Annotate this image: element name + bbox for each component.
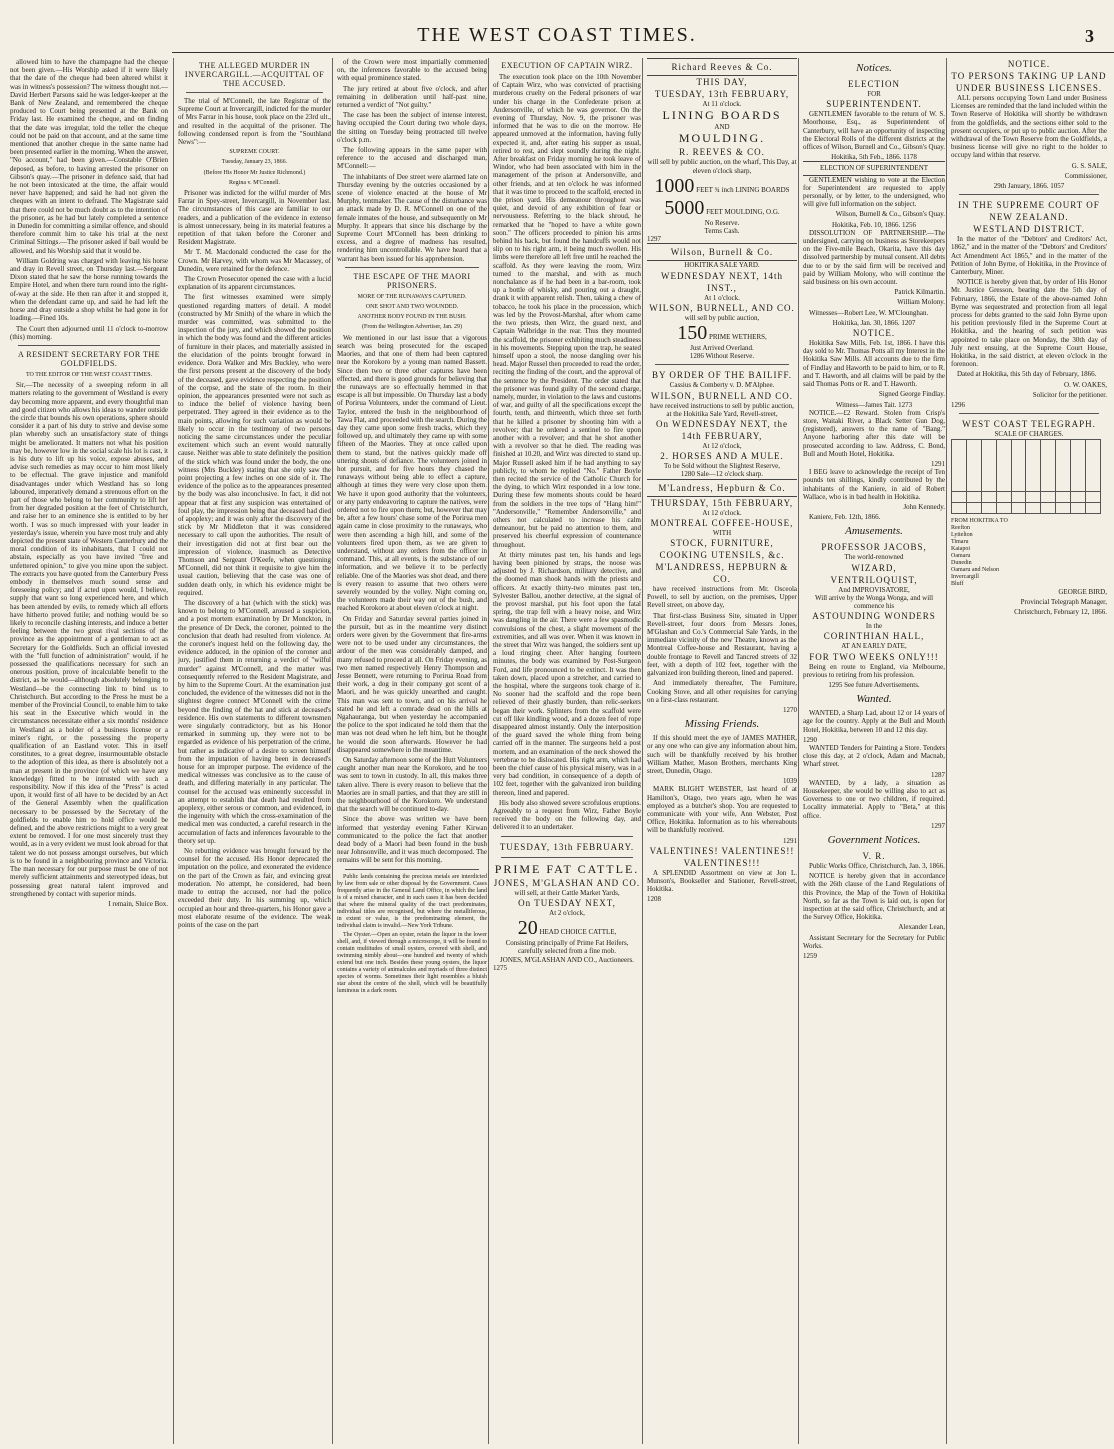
ad-title: CORINTHIAN HALL, <box>823 631 925 642</box>
table-cell <box>1026 491 1041 502</box>
column-2 <box>173 58 335 1444</box>
table-cell <box>1071 502 1086 513</box>
divider <box>345 869 479 870</box>
column-4 <box>488 58 645 1444</box>
notice-signature: Wilson, Burnell & Co., Gibson's Quay. <box>835 210 945 219</box>
table-cell <box>952 439 967 491</box>
article-text: The Crown Prosecutor opened the case with a lucid explanation of its apparent circumstances. <box>178 275 331 292</box>
court-report-text: allowed him to have the champagne had the cheque not been given.—His Worship asked if it were likely that the date of the cheque had been altered whilst it was in witness's possession? The witness thought not.—David Herbert Parsons said he was ledger-keeper at the Bank of New Zealand, and remembered the cheque produced to Court being presented at the Bank on Friday last. He examined the cheque, and on finding that the date was irregular, told the teller the cheque could not be paid on that account, and at the same time mentioned that another cheque in the same name had been presented earlier in the morning. When the answer, "No account," had been given.—Constable O'Brien deposed, as before, to having arrested the prisoner on Gibson's quay.—The prisoner in defence said, that had he not been intoxicated at the time, the affair would never have happened; and said he had not given the cheques with an intent to defraud. The Magistrate said that there could not be much doubt as to the intention of the prisoner, as he had but lately completed a sentence in Dunedin for committing a similar offence, and should therefore commit him to take his trial at the next Criminal Sittings.—The prisoner asked if bail would be allowed, and his Worship said that it would be. <box>10 58 168 255</box>
divider <box>959 413 1099 414</box>
ad-number: 1295 <box>828 680 843 689</box>
letter-text: Sir,—The necessity of a sweeping reform in all matters relating to the government of Westland is every day becoming more apparent, and every thoughtful man and good citizen who allows his ideas to wander outside the circle that bounds his own operations, sphere should consider it a part of his duty to strive and devise some plan whereby such an unsatisfactory state of things might be ameliorated. It matters not what his position may be, however low in the social scale his lot is cast, it is his duty to lift up his voice, expose abuses, and advise such remedies as may occur to him most likely to be effectual. The grave injustice and manifold disadvantages under which Westland has so long laboured, imperatively demand a strenuous effort on the part of those who belong to her community to lift her from her degraded position at the feet of Christchurch, and raise her to an eminence she is entitled to by her worth. I was so much impressed with your leader in yesterday's issue, wherein you have most truly and ably depicted the present state of Western Canterbury and the moral condition of its inhabitants, that I could not abstain, especially as you have invited "free and unfettered opinion," to give you mine upon the subject. The extracts you have quoted from the Canterbury Press embody in themselves much sound sense and foreseeing policy; and if acted upon would, I believe, supply that want so long experienced here, and which has been attended by evils, to remedy which all efforts have hitherto proved futile; and nothing would be so likely to reconcile clashing interests, and induce a better feeling between the two great rival sections of the province as the appointment of a gentleman to act as Secretary for the Goldfields. Such an official invested with the "full function of administration" would, if he possessed the qualifications necessary for such an onerous position, prove of incalculable benefit to the district, as he would—although absolutely belonging to Westland—be the connecting link to bind us to Christchurch. But according to the Press he must be a member of the Provincial Council, to enable him to take his seat in the Executive which would in the circumstances necessitate either a six months' residence in Westland as a holder of a business license or a miner's right, or the possessing the property qualification of an Eastland voter. This in itself constitutes, to a great degree, insurmountable obstacle to the adoption of this idea, as there is absolutely not a man at present in the province (of which we have any knowledge) fitted to be intrusted with such a responsibility. Now if this idea of the "Press" is acted upon, it would first of all have to be decided by an Act of the General Assembly when the qualification necessary to be possessed by the Secretary of the goldfields to enable him to hold office would be defined, and the above restrictions might to a very great extent be removed. I for one most sincerely trust they would, as in a very evident we must look abroad for that talent we do not possess amongst ourselves, but which is to be found in a neighbouring province and Victoria. The man necessary for our purpose must be one of not merely sufficient attainments and stereotyped ideas, but possessing great natural talent improved and strengthened by contact with superior minds. <box>10 381 168 898</box>
court-before: (Before His Honor Mr Justice Richmond.) <box>203 169 306 176</box>
ad-title: PROFESSOR JACOBS, <box>821 542 927 553</box>
table-cell <box>981 439 996 491</box>
court-report-text: The Court then adjourned until 11 o'clock to-morrow (this) morning. <box>10 324 168 341</box>
article-text: At thirty minutes past ten, his hands and legs having been pinioned by straps, the noose was adjusted by J. Richardson, military detective, and the doomed man shook hands with the priests and officers. At exactly thirty-two minutes past ten, Sylvester Ballou, another detective, at the signal of the provost marshal, put his foot upon the fatal spring, the trap fell with a heavy noise, and Wirz was dangling in the air. There were a few spasmodic convulsions of the chest, a slight movement of the extremities, and all was over. When it was known in the street that Wirz was hanged, the soldiers sent up a loud ringing cheer. After hanging fourteen minutes, the body was examined by Post-Surgeon Ford, and life pronounced to be extinct. It was then taken down, placed upon a stretcher, and carried to the hospital, where the surgeons took charge of it. No sooner had the scaffold and the rope been relieved of their ghastly burden, than relic-seekers began their work. Splinters from the scaffold were cut off like kindling wood, and a dozen feet of rope disappeared almost instantly. Only the interposition of the guard saved the whole thing from being carried off in the manner. The surgeons held a post mortem, and an examination of the neck showed the vertebrae to be dislocated. His right arm, which had been the chief cause of his physical misery, was in a very bad condition, in consequence of a depth of 102 feet, together with the galvanized iron building thereon, lined and papered. <box>493 550 641 797</box>
lot-text: FEET MOULDING, O.G. <box>706 207 780 216</box>
notice-text: ALL persons occupying Town Land under Business Licenses are reminded that the land included within the Town Reserve of Hokitika will shortly be withdrawn from the goldfields, and the sections either sold to the present occupiers, or put up to public auction. After the withdrawal of the Town Reserve from the Goldfields, a business license will give no right to the holder to occupy land within that reserve. <box>951 94 1107 160</box>
ad-title: WESTLAND DISTRICT. <box>973 224 1085 235</box>
ad-firm: M'LANDRESS, HEPBURN & CO. <box>655 562 789 585</box>
table-cell <box>1041 439 1056 491</box>
notice-text: GENTLEMEN wishing to vote at the Election for Superintendent are requested to apply personally, or by letter, to the undersigned, who will give full information on the subject. <box>803 175 945 209</box>
ad-number: 1297 <box>647 235 661 244</box>
notice-date: Christchurch, February 12, 1866. <box>1014 608 1107 617</box>
notice-footer <box>803 153 945 161</box>
lot-text: HEAD CHOICE CATTLE, <box>539 928 617 937</box>
divider <box>959 194 1099 195</box>
article-text: Prisoner was indicted for the wilful murder of Mrs Farrar in Spey-street, Invercargill, in November last. The circumstances of this case are familiar to our readers, and a publication of the evidence in extenso is almost unnecessary, being in its material features a repetition of that taken before the Coroner and Resident Magistrate. <box>178 189 331 247</box>
ad-title: WIZARD, <box>851 562 897 573</box>
ad-text: Cassius & Comberty v. D. M'Alphee. <box>669 381 775 390</box>
table-cell <box>996 502 1011 513</box>
wanted-text: WANTED, a Sharp Lad, about 12 or 14 years of age for the country. Apply at the Bull and Mouth Hotel, Hokitika, between 10 and 12 this day. <box>803 709 945 734</box>
table-cell <box>1071 439 1086 491</box>
notice-text: In the matter of the "Debtors' and Creditors' Act, 1862," and in the matter of the "Debtors' and Creditors' Act Amendment Act 1865," and in the matter of the Petition of John Byrne, of Hokitika, in the Province of Canterbury, Miner. <box>951 235 1107 277</box>
table-cell <box>981 491 996 502</box>
ad-title: WEST COAST TELEGRAPH. <box>962 419 1096 430</box>
ad-firm-sign: JONES, M'GLASHAN AND CO., <box>500 955 597 964</box>
ad-title: PRIME FAT CATTLE. <box>494 861 640 876</box>
table-row <box>952 439 1101 491</box>
ad-text: Without Reserve. <box>705 352 755 361</box>
ad-text: Terms Cash. <box>704 227 740 236</box>
ad-lot <box>647 322 797 344</box>
ad-time: At 2 o'clock, <box>549 908 585 917</box>
notice-text: NOTICE.—£2 Reward. Stolen from Crisp's store, Waitaki River, a Black Setter Gun Dog, (registered), answers to the name of "Bang." Anyone harboring after this date will be prosecuted according to law. Address, C. Bond, Bull and Mouth Hotel, Hokitika. <box>803 408 945 458</box>
ad-number: 1280 <box>680 470 695 479</box>
ad-firm: WILSON, BURNELL, AND CO. <box>649 302 795 313</box>
table-cell <box>1011 439 1026 491</box>
divider <box>186 92 323 93</box>
table-cell <box>966 491 981 502</box>
article-text: The inhabitants of Dee street were alarmed late on Thursday evening by the outcries occasioned by a scene of violence enacted at the house of Mr Murphy, tentmaker. The cause of the disturbance was an attack made by D. R. M'Connell on one of the female inmates of the house, and subsequently on Mr Murphy. It appears that since his discharge by the Supreme Court M'Connell has been drinking to excess, and a degree of madness has resulted, rendering him uncontrollable. We have heard that a warrant has been issued for his apprehension. <box>337 172 487 263</box>
notice-signature: Patrick Kilmartin. <box>894 288 945 297</box>
subheading: MORE OF THE RUNAWAYS CAPTURED. <box>357 293 467 300</box>
ad-number: 1259 <box>803 952 817 961</box>
table-cell <box>1056 439 1071 491</box>
article-text: The Oyster.—Open an oyster, retain the liquor in the lower shell, and, if viewed through a microscope, it will be found to contain multitudes of small oysters, covered with shell, and swimming nimbly about—one hundred and twenty of which extend but one inch. Besides these young oysters, the liquor contains a variety of animalcules and myriads of three distinct species of worms. Sometimes their light resembles a bluish star about the centre of the shell, which will be beautifully luminous in a dark room. <box>337 931 487 994</box>
ad-title: LINING BOARDS <box>662 108 782 123</box>
ad-text: HOKITIKA SALE YARD. <box>684 261 760 270</box>
lot-count: 150 <box>677 322 708 345</box>
court-date: Tuesday, January 23, 1866. <box>221 159 288 166</box>
ad-text: If this should meet the eye of JAMES MATHER, or any one who can give any information about him, such will be thankfully received by his brother William Mather, Mason Brothers, merchants King street, Dunedin, Otago. <box>647 734 797 775</box>
ad-title: VALENTINES! VALENTINES!! VALENTINES!!! <box>649 845 795 868</box>
column-1 <box>10 58 172 1444</box>
notice-signature: G. S. SALE, <box>1071 161 1107 170</box>
ad-lot <box>647 197 797 219</box>
notice-footer <box>803 221 945 229</box>
article-text: The execution took place on the 10th November of Captain Wirz, who was convicted of practising murderous cruelty on the Federal prisoners of war under his charge in the Confederate prison at Andersonville, of which he was governor. On the evening of Thursday, Nov. 9, the prisoner was informed that he was to die on the morrow. He appeared unmoved at the information, having fully expected it, and, after eating his supper as usual, retired to rest, and slept soundly during the night. After breakfast on Friday morning he took leave of Windor, who had been associated with him in the management of the prison at Andersonville, and other friends, and at ten o'clock he was informed that it was time to proceed to the scaffold, erected in the prison yard. His demeanour throughout was quiet, and devoid of any exhibition of fear or nervousness. Referring to the black shroud, he remarked that he "hoped to have a white gown soon." The officers proceeded to pinion his arms behind his back, but found the handcuffs would not slip on to his right arm, it being much swollen. His limbs were therefore all left free until he reached the scaffold. As they were leaving the room, Wirz turned to the marshal, and with as much nonchalance as if he had been in a bar-room, took up a bottle of whisky, and pouring out a draught, drank it with apparent relish. Then, taking a chew of tobacco, he took his place in the procession, which was led by the Provost-Marshal, after whom came the two priests, then Wirz, the guard next, and Captain Walbridge in the rear. Thus they mounted the scaffold, the prisoner exhibiting much steadiness in his movements. Stepping upon the trap, he seated himself upon a stool, the noose dangling over his head. Major Russel then proceeded to read the order, reciting the finding of the court, and the approval of the sentence by the President. The order stated that the prisoner was found guilty of the second charge, namely, murder, in violation to the laws and customs of war, and guilty of all the specifications except the fourth, tenth, and thirteenth, which three set forth that he killed a prisoner by shooting him with a revolver; that he ordered a sentinel to fire upon another with a revolver; and that he shot another with a revolver so that he died. The reading was finished at 10.20, and Wirz was directed to stand up. Major Russell asked him if he had anything to say publicly, to whom he replied "No." Father Boyle then recited the service of the Catholic Church for the dying, to which Wirz responded in a low tone. During these few moments shouts could be heard from the soldiers in the tree tops of "Hang him!" "Andersonville," "Remember Andersonville," and others not calculated to increase his calm demeanour, but he paid no attention to them, and preserved his cheerful expression of countenance throughout. <box>493 73 641 549</box>
article-text: No rebutting evidence was brought forward by the counsel for the accused. His Honor deprecated the imputation on the police, and exonerated the evidence on the part of the Crown as fair, and evincing great moderation. No attempt, he considered, had been made to entrap the accused, nor had the police exceeded their duty. In his summing up, which occupied an hour and three-quarters, his Honor gave a most elaborate resume of the evidence. The weak points of the case on the part <box>178 847 331 929</box>
ad-title: IN THE SUPREME COURT OF NEW ZEALAND. <box>958 200 1100 223</box>
ad-number: 1039 <box>783 777 797 786</box>
table-cell <box>1086 491 1101 502</box>
table-cell <box>952 502 967 513</box>
masthead <box>0 24 1114 54</box>
ad-signature <box>493 956 641 964</box>
notice-signature: Provincial Telegraph Manager, <box>1020 597 1107 606</box>
lot-text: FEET ¾ inch LINING BOARDS <box>696 185 790 194</box>
ad-number: 1178 <box>903 153 917 162</box>
ad-title: ASTOUNDING WONDERS <box>812 611 936 622</box>
ad-number: 1290 <box>803 735 817 744</box>
ad-title: FOR TWO WEEKS ONLY!!! <box>809 651 939 662</box>
notice-signature: Solicitor for the petitioner. <box>1032 390 1107 399</box>
destination: Lyttelton <box>951 531 973 538</box>
ad-text: Being en route to England, via Melbourne, previous to retiring from his profession. <box>803 662 945 679</box>
section-heading: Government Notices. <box>827 834 921 847</box>
notice-date: Dated at Hokitika, this 5th day of February, 1866. <box>957 370 1097 379</box>
ad-text: have received instructions from Mr. Osceola Powell, to sell by auction, on the premises, Upper Revell street, on above day, <box>647 585 797 610</box>
notice-text: Assistant Secretary for the Secretary for Public Works. <box>803 933 945 950</box>
article-text: of the Crown were most impartially commented on, the inferences favorable to the accused being with equal prominence stated. <box>337 58 487 83</box>
ad-firm: WILSON, BURNELL AND CO. <box>651 390 793 401</box>
notice-footer <box>803 319 945 327</box>
court-name: SUPREME COURT. <box>229 149 280 156</box>
ad-number: 1207 <box>901 318 916 327</box>
table-cell <box>1056 502 1071 513</box>
ad-footer <box>647 352 797 360</box>
ad-number: 1297 <box>931 821 945 830</box>
section-heading: Amusements. <box>845 525 903 538</box>
ad-title: ELECTION <box>848 79 900 89</box>
ad-text: will sell by public auction, on the wharf, This Day, at eleven o'clock sharp, <box>647 158 797 175</box>
ad-firm: JONES, M'GLASHAN AND CO. <box>493 877 641 888</box>
ad-time: At 11 o'clock. <box>702 100 742 108</box>
destination: Dunedin <box>951 559 972 566</box>
table-cell <box>1071 491 1086 502</box>
column-3 <box>332 58 491 1444</box>
ad-text: AT AN EARLY DATE, <box>841 642 907 651</box>
auctioneer-heading: Wilson, Burnell & Co. <box>647 243 797 261</box>
section-heading: Notices. <box>856 62 892 74</box>
notice-date: Hokitika, Jan. 30, 1866. <box>832 318 900 327</box>
column-7 <box>946 58 1111 1444</box>
notice-text: Public Works Office, Christchurch, Jan. 3, 1866. <box>809 862 945 871</box>
ad-text: The world-renowned <box>844 553 904 562</box>
section-heading: Missing Friends. <box>684 718 760 731</box>
ad-text: have received instructions to sell by public auction, at the Hokitika Sale Yard, Revell-street, <box>650 401 794 418</box>
ad-text: will sell, at their Cattle Market Yards, <box>514 888 620 897</box>
lot-count: 20 <box>517 917 538 940</box>
ad-date: TUESDAY, 13th FEBRUARY, <box>654 89 790 99</box>
table-cell <box>966 439 981 491</box>
article-heading: A RESIDENT SECRETARY FOR THE GOLDFIELDS. <box>17 349 161 368</box>
court-report-text: William Goldring was charged with leaving his horse and dray in Revell street, on Thursday last.—Sergeant Dixon stated that he saw the horse running towards the Empire Hotel, and when there turn round into the right-of-way at the side. He then ran after it and stopped it, when the defendant came up, and said he had left the horse and dray outside a shop whilst he had gone in for loading.—Fined 10s. <box>10 256 168 323</box>
subheading: ONE SHOT AND TWO WOUNDED. <box>365 304 459 311</box>
table-cell <box>981 502 996 513</box>
table-cell <box>1011 502 1026 513</box>
notice-footer <box>803 401 945 409</box>
ad-text: MARK BLIGHT WEBSTER, last heard of at Hamilton's, Otago, two years ago, when he was employed as a butcher's shop. You are requested to communicate with your wife, Ann Webster, Post Office, Hokitika. Information as to his whereabouts will be thankfully received. <box>647 785 797 835</box>
table-cell <box>966 502 981 513</box>
lot-text: PRIME WETHERS, <box>708 333 767 342</box>
notice-signature: John Kennedy. <box>903 502 945 511</box>
case-name: Regina v. M'Connell. <box>228 179 281 186</box>
ad-text: WITH <box>712 528 732 537</box>
ad-text: And IMPROVISATORE, <box>838 585 910 594</box>
ad-footer <box>647 470 797 478</box>
destination: Bluff <box>951 580 964 587</box>
ad-lot <box>647 175 797 197</box>
ad-title: 2. HORSES AND A MULE. <box>660 451 784 462</box>
ad-number: 1287 <box>931 770 945 779</box>
notice-witness: Witness—James Tait. <box>835 400 897 409</box>
ad-number: 1275 <box>493 963 507 972</box>
table-cell <box>1086 502 1101 513</box>
notice-text: GENTLEMEN favorable to the return of W. S. Moorhouse, Esq., as Superintendent of Canterbury, will have an opportunity of inspecting the Electoral Rolls of the different districts at the offices of Wilson, Burnell and Co., Gibson's Quay. <box>803 110 946 152</box>
lot-count: 1000 <box>654 174 695 197</box>
ad-number: 1296 <box>951 401 965 410</box>
letter-salutation: TO THE EDITOR OF THE WEST COAST TIMES. <box>25 371 153 378</box>
notice-signature: William Molony. <box>897 298 945 307</box>
destination: Timaru <box>951 538 969 545</box>
notice-text: Hokitika Saw Mills, Feb. 1st, 1866. I have this day sold to Mr. Thomas Potts all my Interest in the Hokitika Saw Mills. All accounts due to the firm of Findlay and Haworth to be paid to him, or to R. and T. Haworth, and all claims will be paid by the said Thomas Potts or R. and T. Haworth. <box>803 339 945 389</box>
ad-number: 1256 <box>902 220 916 229</box>
ad-title: ELECTION OF SUPERINTENDENT <box>803 161 945 175</box>
article-text: Since the above was written we have been informed that yesterday evening Father Kirwan communicated to the police the fact that another dead body of a Maori had been found in the bush near Johnsonville, and it was much decomposed. The remains will be sent for this morning. <box>337 815 487 865</box>
ad-number: 1286 <box>689 352 704 361</box>
article-text: We mentioned in our last issue that a vigorous search was being prosecuted for the escaped Maories, and that one of them had been captured near the Korokoro by a young man named Bassett. Since then two or three other captures have been effected, and there is good grounds for believing that the runaways are so effectually hemmed in that escape is all but impossible. On Thursday last a body of Porirua Volunteers, under the command of Lieut. Taylor, entered the bush in the neighbourhood of Tawa Flat, and proceeded with the search. During the day they came upon some fresh tracks, which they followed up, and ultimately they came up with some fifteen of the Maories. They at once called upon them to stand, but the natives quickly made off uttering shouts of defiance. The volunteers joined in hot pursuit, and for five hours they chased the runaways without being able to effect a capture, although at times they were very close upon them. We have it upon good authority that the volunteers, or any party endeavoring to capture the natives, were ordered not to fire upon them; but, however that may be, after a few hours' chase some of the Porirua men again came in close proximity to the runaways, who were then ascending a high hill, and some of the volunteers fired upon them, as we are given to understand, without any orders from the officer in command. This, at all events, is the substance of our information, and we believe it to be perfectly reliable. One of the Maories was shot dead, and there is every reason to assume that two others were severely wounded by the volley. Night coming on, the volunteers made their way out of the bush, and reached Korokoro at about eleven o'clock at night. <box>337 333 487 613</box>
telegraph-destinations <box>951 525 1107 588</box>
table-cell <box>1056 491 1071 502</box>
notice-witness: Witnesses—Robert Lee, W. M'Clounghan. <box>809 308 929 317</box>
ad-text: A SPLENDID Assortment on view at Jon L. Munson's, Bookseller and Stationer, Revell-street, Hokitika. <box>647 868 797 894</box>
divider <box>501 836 633 837</box>
ad-text: In the <box>865 622 883 631</box>
article-text: The following appears in the same paper with reference to the accused and discharged man, M'Connell:— <box>337 146 487 171</box>
article-text: On Friday and Saturday several parties joined in the pursuit, but as in the meantime very distinct orders were given by the Government that fire-arms were not to be used under any circumstances, the ardour of the men was considerably damped, and many refused to proceed at all. On Friday evening, as two men named respectively Henry Thompson and Jesse Bennett, were returning to Porirua Road from their work, a dog in their company got scent of a Maori, and he was quickly unearthed and caught. This man was sent to town, and on his arrival he stated he and left a comrade dead on the hills at Ngahauranga, but when yesterday he accompanied the police to the spot indicated he told them that the man was not dead when he left him, but he thought he would die soon afterwards. However he had disappeared somewhere in the meantime. <box>337 614 487 754</box>
notice-text: DISSOLUTION OF PARTNERSHIP.—The undersigned, carrying on business as Storekeepers on the Five-mile Beach, Okarita, have this day dissolved partnership by mutual consent. All debts due to or by the said firm will be received and paid by William Molony, who will continue the said business on his own account. <box>803 228 945 287</box>
ad-title: STOCK, FURNITURE, COOKING UTENSILS, &c. <box>659 538 785 561</box>
ad-text: Will arrive by the Wonga Wonga, and will commence his <box>814 593 934 610</box>
ad-text: To be Sold without the Slightest Reserve, <box>664 462 780 471</box>
crest-text: V. R. <box>862 851 886 862</box>
notice-text: NOTICE is hereby given that in accordance with the 26th clause of the Land Regulations of this Province, the Map of the Town of Hokitika North, so far as the Town is laid out, is open for inspection at the said office, Christchurch, and at the Survey Office, Hokitika. <box>803 872 945 922</box>
notice-signature: Alexander Lean, <box>898 923 945 932</box>
ad-text: FOR <box>867 90 881 98</box>
divider <box>501 857 633 858</box>
article-text: On Saturday afternoon some of the Hutt Volunteers caught another man near the Korokoro, and he too was sent to town in custody. In all, this makes three taken alive. There is every reason to believe that the Maories are in small parties, and that they are still in the neighbourhood of the Korokoro. We understand that the search will be continued to-day. <box>337 756 487 814</box>
ad-number: 1273 <box>898 400 913 409</box>
ad-title: MOULDING. <box>678 131 766 146</box>
notice-date: Hokitika, 5th Feb., 1866. <box>831 153 902 162</box>
ad-text: SCALE OF CHARGES. <box>994 430 1064 439</box>
lot-count: 5000 <box>664 196 705 219</box>
ad-day: On WEDNESDAY NEXT, the 14th FEBRUARY, <box>656 419 788 442</box>
ad-text: Consisting principally of Prime Fat Heifers, carefully selected from a fine mob. <box>505 939 629 956</box>
table-cell <box>952 491 967 502</box>
ad-time: At 1 o'clock. <box>704 293 740 302</box>
ad-text: No Reserve. <box>704 218 740 227</box>
divider <box>18 345 160 346</box>
article-text: The case has been the subject of intense interest, having occupied the Court during two whole days, the sitting on Tuesday being protracted till twelve o'clock p.m. <box>337 111 487 144</box>
ad-title: SUPERINTENDENT. <box>826 99 922 110</box>
ad-title: BY ORDER OF THE BAILIFF. <box>651 370 793 381</box>
subheading: ANOTHER BODY FOUND IN THE BUSH. <box>357 314 467 321</box>
ad-title: MONTREAL COFFEE-HOUSE, <box>650 517 794 528</box>
letter-signature: I remain, Sluice Box. <box>108 899 168 908</box>
notice-signature: O. W. OAKES, <box>1064 380 1107 389</box>
auctioneer-heading: Richard Reeves & Co. <box>647 58 797 76</box>
article-text: His body also showed severe scrofulous eruptions. Agreeably to a request from Wirz, Father Boyle received the body on the following day, and delivered it to an undertaker. <box>493 798 641 832</box>
destination: Reefton <box>951 524 970 531</box>
ad-number: 1270 <box>783 705 797 714</box>
ad-day: WEDNESDAY NEXT, 14th INST., <box>661 270 783 293</box>
table-cell <box>1041 491 1056 502</box>
destination: Oamaru <box>951 552 971 559</box>
ad-number: 1291 <box>931 459 945 468</box>
article-heading: EXECUTION OF CAPTAIN WIRZ. <box>501 61 633 70</box>
destination: Invercargill <box>951 573 979 580</box>
table-cell <box>996 439 1011 491</box>
destination: Oamaru and Nelson <box>951 566 999 573</box>
article-text: Public lands containing the precious metals are interdicted by law from sale or other disposal by the Government. Cases frequently arise in the General Land Office, in which the land is of a mixed character, and in such cases it has been decided that where the mineral quality of the tract predominates, individual titles are recognised, but where the metalliferous, in extent or value, is the predominating element, the individual claim is invalid.—New York Tribune. <box>337 873 487 929</box>
ad-text: Just Arrived Overland. <box>690 344 754 353</box>
ad-day: On TUESDAY NEXT, <box>518 897 616 908</box>
table-row <box>952 502 1101 513</box>
ad-text: And immediately thereafter, The Furniture, Cooking Stove, and all other requisites for carrying on a first-class restaurant. <box>647 679 797 704</box>
notice-signature: Commissioner, <box>1064 171 1107 180</box>
ad-number: 1291 <box>783 836 797 845</box>
telegraph-rate-table <box>951 439 1101 514</box>
notice-signature: GEORGE BIRD, <box>1058 587 1107 596</box>
notice-date: Kaniere, Feb. 12th, 1866. <box>809 513 881 522</box>
ad-text: will sell by public auction, <box>684 313 760 322</box>
notice-date: 29th January, 1866. <box>993 182 1049 191</box>
ad-time: At 12 o'clock, <box>702 442 742 451</box>
ad-title: NOTICE. <box>852 328 896 339</box>
ad-number: 1208 <box>647 895 661 904</box>
table-cell <box>1026 502 1041 513</box>
notice-footer <box>951 182 1107 190</box>
column-5 <box>642 58 801 1444</box>
ad-text: Sale—12 o'clock sharp. <box>696 470 764 479</box>
article-text: Mr T. M. Macdonald conducted the case for the Crown. Mr Harvey, with whom was Mr Macassey, of Dunedin, were retained for the defence. <box>178 248 331 273</box>
ad-time: At 12 o'clock. <box>702 508 742 517</box>
ad-title: NOTICE. <box>1007 59 1051 69</box>
ad-title: VENTRILOQUIST, <box>830 574 918 585</box>
section-heading: Wanted. <box>856 693 892 706</box>
table-row <box>952 491 1101 502</box>
table-cell <box>1086 439 1101 491</box>
divider <box>655 364 789 365</box>
ad-auctioneers: Auctioneers. <box>598 955 634 964</box>
ad-number: 1057 <box>1050 182 1065 191</box>
ad-date: THURSDAY, 15th FEBRUARY, <box>650 497 794 508</box>
source-line: (From the Wellington Advertiser, Jan. 29) <box>362 324 462 331</box>
table-cell <box>1011 491 1026 502</box>
columns <box>10 58 1106 1444</box>
ad-lot <box>493 917 641 939</box>
article-heading: THE ALLEGED MURDER IN INVERCARGILL.—ACQUITTAL OF THE ACCUSED. <box>184 61 325 88</box>
article-text: The first witnesses examined were simply questioned regarding matters of detail. A model (constructed by Mr Smith) of the whare in which the murder was committed, was submitted to the inspection of the jury, and which showed the position in which the body was found and the different articles of furniture in their places, and materially assisted in the elucidation of the points brought forward in evidence. Dora Walker and Mrs Buckley, who were the first persons present at the discovery of the body of the deceased, gave evidence respecting the position of the corpse, and the state of the room. In their opinion, the appearances presented were not such as to induce the belief of violence having been perpetrated. They agreed in their evidence as to the main points, allowing for such variation as would be likely to occur in the testimony of two persons noticing the same circumstances under the peculiar excitement which such an event would naturally cause. Neither was able to state definitely the position of the stick which was found under the body, the one witness (Mrs Buckley) stating that she only saw the point projecting a few inches on one side of it. The evidence of the police as to the appearances presented by the body was also inconclusive. In fact, it did not appear that at first any suspicion was entertained of foul play, the impression being that deceased had died of apoplexy; and it was only after the discovery of the stick by Mr Middleton that it was considered necessary to call upon the authorities. The result of their investigation did not at first bear out the impression of violence, inasmuch as Detective Thomson and Sergeant O'Keefe, when questioning M'Connell, did not think it requisite to give him the usual caution, believing that the case was one of sudden death only, in which his evidence might be required. <box>178 293 331 597</box>
ad-text: AND <box>714 123 730 132</box>
telegraph-from: FROM HOKITIKA TO <box>951 517 1008 524</box>
wanted-text: WANTED, by a lady, a situation as Housekeeper, she would be willing also to act as Governess to one or two children, if required. Locality immaterial. Apply to "Beta," at this office. <box>803 778 945 820</box>
masthead-rule <box>172 52 1114 53</box>
ad-text: See future Advertisements. <box>844 680 920 689</box>
ad-firm: R. REEVES & CO. <box>679 147 765 158</box>
divider <box>345 267 479 268</box>
ad-day: THIS DAY, <box>696 77 748 87</box>
table-cell <box>1041 502 1056 513</box>
article-text: The jury retired at about five o'clock, and after remaining in deliberation until half-past nine, returned a verdict of "Not guilty." <box>337 84 487 110</box>
notice-text: I BEG leave to acknowledge the receipt of Ten pounds ten shillings, kindly contributed by the inhabitants of the Kaniere, in aid of Robert Wallace, who is in bad health in Hokitika. <box>803 468 945 501</box>
ad-title: TO PERSONS TAKING UP LAND UNDER BUSINESS LICENSES. <box>951 71 1107 93</box>
wanted-text: WANTED Tenders for Painting a Store. Tenders close this day, at 2 o'clock, Adam and Macnab, Wharf street. <box>803 743 945 769</box>
notice-signature: Signed George Findlay. <box>878 390 945 399</box>
ad-date: TUESDAY, 13th FEBRUARY. <box>499 841 635 852</box>
table-cell <box>1026 439 1041 491</box>
article-text: The discovery of a hat (which with the stick) was known to belong to M'Connell, aroused a suspicion, and a post mortem examination by Dr Monckton, in the presence of Dr Deck, the coroner, pointed to the conclusion that death had resulted from violence. At the coroner's inquest held on the following day, the evidence adduced, in the opinion of the coroner and jury, justified them in returning a verdict of "wilful murder" against M'Connell, and the matter was consequently referred to the Resident Magistrate, and by him to the Supreme Court. At the examination just concluded, the evidence of the witnesses did not in the slightest degree connect M'Connell with the crime beyond the finding of the hat and stick at deceased's residence. His own statements to different townsmen were singularly contradictory, but as his Honor remarked in summing up, they were not to be regarded as evidence of his perpetration of the crime, but rather as indicative of a desire to screen himself from the imputation of having been in deceased's house for an improper purpose. The evidence of the medical witnesses was conclusive as to the cause of death, and differing materially in any particular. The counsel for the accused was eminently successful in an attempt to establish that death had resulted from apoplexy, either serous or common, and evidenced, in the ingenuity with which the cross-examination of the medical men was conducted, a careful research in the accumulation of facts and inferences favourable to the theory set up. <box>178 598 331 845</box>
notice-text: NOTICE is hereby given that, by order of His Honor Mr. Justice Gresson, bearing date the 5th day of February, 1866, the Estate of the above-named John Byrne was sequestrated and protection from all legal process for debts granted to the said John Byrne upon his petition previously filed in the Supreme Court at Hokitika, and the hearing of such petition was appointed to take place on Monday, the 30th day of July next ensuing, at the Supreme Court House, Hokitika, in the said district, at eleven o'clock in the forenoon. <box>951 278 1107 369</box>
article-heading: THE ESCAPE OF THE MAORI PRISONERS. <box>353 271 471 290</box>
destination: Kaiapoi <box>951 545 970 552</box>
table-cell <box>996 491 1011 502</box>
notice-date: Hokitika, Feb. 10, 1866. <box>832 220 901 229</box>
column-6 <box>798 58 949 1444</box>
auctioneer-heading: M'Landress, Hepburn & Co. <box>647 479 797 497</box>
page-number: 3 <box>1085 26 1094 46</box>
article-text: The trial of M'Connell, the late Registrar of the Supreme Court at Invercargill, indicted for the murder of Mrs Farrar in his house, took place on the 23rd ult., and resulted in the acquittal of the prisoner. The following condensed report is from the "Southland News":— <box>178 97 331 147</box>
ad-text: That first-class Business Site, situated in Upper Revell-street, four doors from Messrs Jones, M'Glashan and Co.'s Commercial Sale Yards, in the immediate vicinity of the new Theatre, known as the Montreal Coffee-house and Restaurant, having a double frontage to Revell and Tancred streets of 32 feet, with a depth of 102 feet, together with the galvanized iron building thereon, lined and papered. <box>647 611 797 678</box>
notice-footer <box>803 681 945 689</box>
newspaper-title: THE WEST COAST TIMES. <box>417 24 697 46</box>
